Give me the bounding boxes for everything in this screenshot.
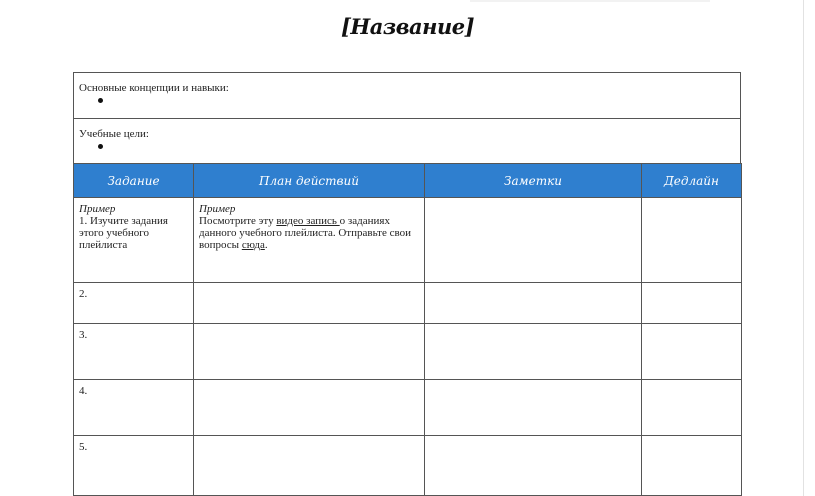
task-cell-example[interactable] (74, 198, 194, 283)
deadline-cell-example[interactable] (642, 198, 742, 283)
plan-cell[interactable] (194, 283, 425, 324)
task-cell[interactable]: 2. (74, 283, 194, 324)
notes-cell-example[interactable] (425, 198, 642, 283)
header-deadline: Дедлайн (642, 164, 742, 198)
concepts-box[interactable] (73, 72, 741, 119)
table-row-example (74, 198, 742, 283)
page-top-edge (470, 0, 710, 2)
plan-text-1: Посмотрите эту (199, 215, 277, 227)
concepts-label: Основные концепции и навыки: (79, 82, 229, 94)
deadline-cell[interactable] (642, 283, 742, 324)
table-row (74, 380, 742, 436)
page-right-edge (803, 0, 804, 496)
plan-cell[interactable] (194, 380, 425, 436)
deadline-cell[interactable] (642, 324, 742, 380)
plan-cell-example[interactable] (194, 198, 425, 283)
objectives-box[interactable] (73, 118, 741, 164)
concepts-bullet (98, 98, 103, 103)
plan-cell[interactable] (194, 436, 425, 496)
table-row (74, 436, 742, 496)
questions-link[interactable]: сюда (241, 239, 265, 251)
header-task: Задание (74, 164, 194, 198)
task-example-label: Пример (79, 203, 116, 215)
notes-cell[interactable] (425, 436, 642, 496)
plan-text-2: о заданиях данного учебного плейлиста. Отправьте свои вопросы (199, 215, 411, 251)
deadline-cell[interactable] (642, 436, 742, 496)
objectives-label: Учебные цели: (79, 128, 149, 140)
plan-cell[interactable] (194, 324, 425, 380)
header-plan: План действий (194, 164, 425, 198)
plan-example-label: Пример (199, 203, 236, 215)
task-cell[interactable]: 3. (74, 324, 194, 380)
header-notes: Заметки (425, 164, 642, 198)
video-recording-link[interactable]: видео запись (276, 215, 340, 227)
notes-cell[interactable] (425, 324, 642, 380)
task-cell[interactable]: 4. (74, 380, 194, 436)
task-example-text: 1. Изучите задания этого учебного плейлиста (79, 215, 168, 251)
table-row (74, 283, 742, 324)
notes-cell[interactable] (425, 283, 642, 324)
task-cell[interactable]: 5. (74, 436, 194, 496)
deadline-cell[interactable] (642, 380, 742, 436)
table-header-row (74, 164, 742, 198)
objectives-bullet (98, 144, 103, 149)
document-title[interactable]: [Название] (340, 14, 475, 39)
table-row (74, 324, 742, 380)
plan-text-3: . (264, 239, 268, 251)
playlist-plan-table (73, 163, 742, 496)
notes-cell[interactable] (425, 380, 642, 436)
